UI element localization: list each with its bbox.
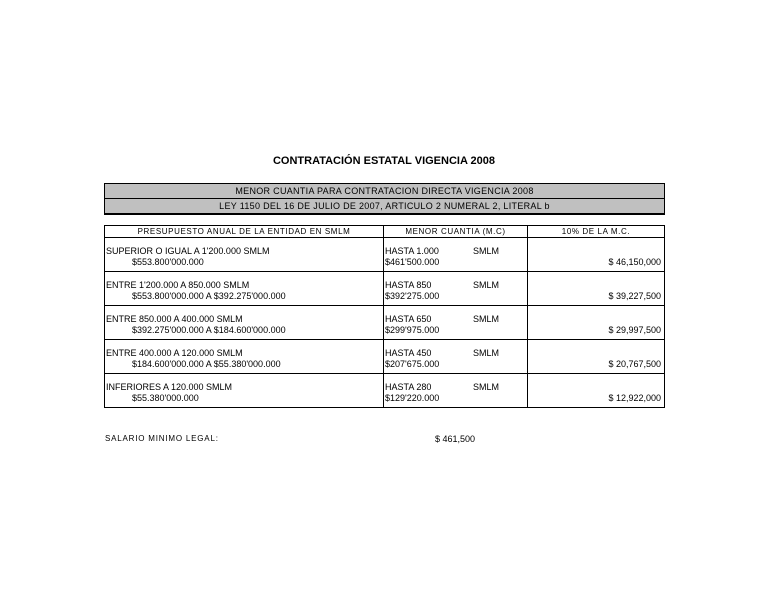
table-row	[105, 272, 665, 306]
limit-unit: SMLM	[472, 246, 499, 256]
table-row	[105, 238, 665, 272]
budget-pesos: $553.800'000.000	[132, 257, 204, 267]
budget-cell	[105, 340, 384, 374]
table-row	[105, 374, 665, 408]
ten-percent-value: $ 12,922,000	[608, 393, 661, 403]
limit-cell	[383, 340, 527, 374]
percent-cell	[528, 340, 665, 374]
limit-smlm: HASTA 450	[384, 348, 432, 358]
budget-cell	[105, 272, 384, 306]
limit-cell	[383, 272, 527, 306]
limit-pesos: $392'275.000	[384, 291, 440, 301]
percent-cell	[528, 374, 665, 408]
limit-cell	[383, 306, 527, 340]
banner-ley-1150: LEY 1150 DEL 16 DE JULIO DE 2007, ARTICULO 2 NUMERAL 2, LITERAL b	[104, 198, 665, 215]
percent-cell	[528, 306, 665, 340]
limit-pesos: $129'220.000	[384, 393, 440, 403]
limit-smlm: HASTA 850	[384, 280, 432, 290]
header-limit: MENOR CUANTIA (M.C)	[383, 226, 527, 238]
budget-range: SUPERIOR O IGUAL A 1'200.000 SMLM	[106, 246, 270, 256]
budget-pesos: $392.275'000.000 A $184.600'000.000	[132, 325, 286, 335]
budget-pesos: $553.800'000.000 A $392.275'000.000	[132, 291, 286, 301]
limit-cell	[383, 238, 527, 272]
document-title: CONTRATACIÓN ESTATAL VIGENCIA 2008	[272, 155, 496, 167]
budget-cell	[105, 374, 384, 408]
ten-percent-value: $ 20,767,500	[608, 359, 661, 369]
limit-unit: SMLM	[472, 382, 499, 392]
budget-cell	[105, 306, 384, 340]
table-row	[105, 306, 665, 340]
limit-pesos: $461'500.000	[384, 257, 440, 267]
budget-pesos: $184.600'000.000 A $55.380'000.000	[132, 359, 281, 369]
budget-range: INFERIORES A 120.000 SMLM	[106, 382, 233, 392]
ten-percent-value: $ 39,227,500	[608, 291, 661, 301]
limit-pesos: $207'675.000	[384, 359, 440, 369]
budget-pesos: $55.380'000.000	[132, 393, 199, 403]
header-budget: PRESUPUESTO ANUAL DE LA ENTIDAD EN SMLM	[105, 226, 384, 238]
percent-cell	[528, 272, 665, 306]
limit-unit: SMLM	[472, 348, 499, 358]
limit-smlm: HASTA 1.000	[384, 246, 439, 256]
limit-pesos: $299'975.000	[384, 325, 440, 335]
ten-percent-value: $ 29,997,500	[608, 325, 661, 335]
limit-smlm: HASTA 650	[384, 314, 432, 324]
minimum-wage-label: SALARIO MINIMO LEGAL:	[105, 434, 219, 443]
limit-smlm: HASTA 280	[384, 382, 432, 392]
table-row	[105, 340, 665, 374]
limit-unit: SMLM	[472, 314, 499, 324]
limit-unit: SMLM	[472, 280, 499, 290]
ten-percent-value: $ 46,150,000	[608, 257, 661, 267]
percent-cell	[528, 238, 665, 272]
budget-range: ENTRE 400.000 A 120.000 SMLM	[106, 348, 243, 358]
banner-menor-cuantia: MENOR CUANTIA PARA CONTRATACION DIRECTA VIGENCIA 2008	[104, 183, 665, 199]
budget-range: ENTRE 850.000 A 400.000 SMLM	[106, 314, 243, 324]
minimum-wage-value: $ 461,500	[435, 434, 476, 444]
cuantia-table	[104, 225, 665, 408]
budget-cell	[105, 238, 384, 272]
budget-range: ENTRE 1'200.000 A 850.000 SMLM	[106, 280, 250, 290]
table-header-row	[105, 226, 665, 238]
limit-cell	[383, 374, 527, 408]
header-percent: 10% DE LA M.C.	[528, 226, 665, 238]
